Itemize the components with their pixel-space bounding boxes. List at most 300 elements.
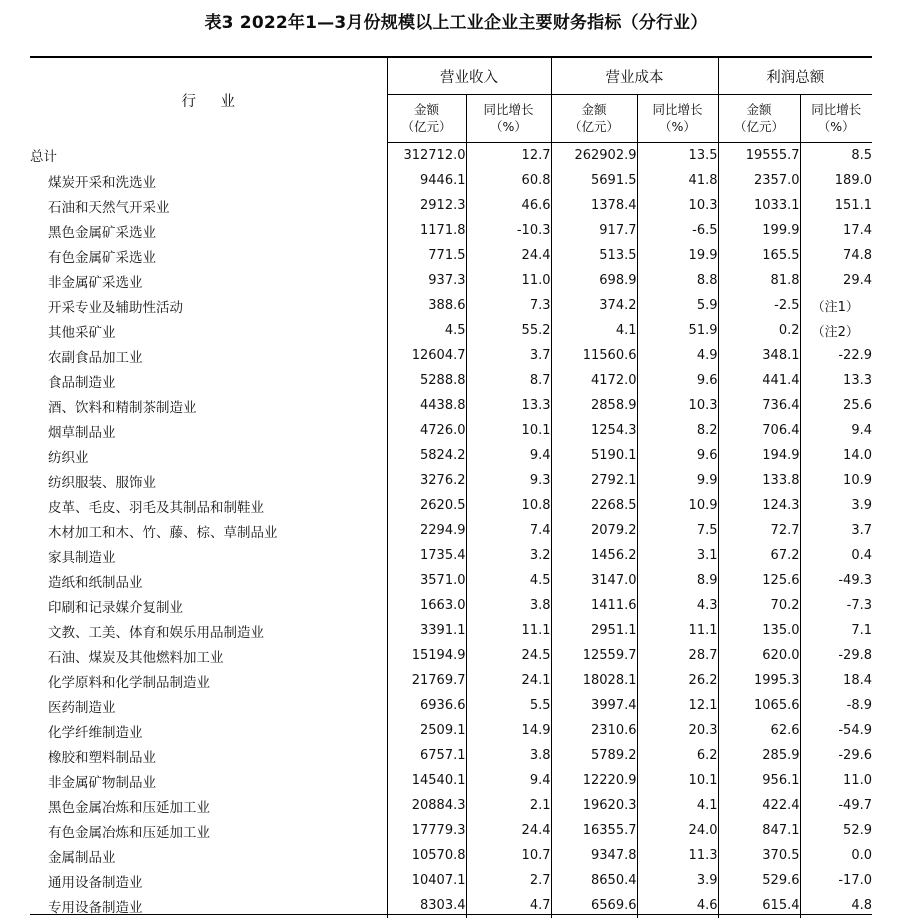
cell-profit-amount: -2.5 (718, 293, 800, 318)
cell-revenue-growth: 11.1 (466, 618, 551, 643)
cell-cost-growth: 7.5 (637, 518, 718, 543)
cell-profit-amount: 125.6 (718, 568, 800, 593)
cell-cost-growth: 3.1 (637, 543, 718, 568)
row-label-industry (30, 318, 387, 343)
cell-cost-amount: 1254.3 (551, 418, 637, 443)
cell-revenue-amount: 4.5 (387, 318, 466, 343)
table-row (30, 343, 872, 368)
cell-cost-amount: 12220.9 (551, 768, 637, 793)
table-row (30, 218, 872, 243)
cell-profit-amount: 72.7 (718, 518, 800, 543)
cell-cost-growth: 8.8 (637, 268, 718, 293)
cell-profit-growth: 18.4 (800, 668, 872, 693)
cell-revenue-amount: 6757.1 (387, 743, 466, 768)
industry-name: 石油和天然气开采业 (30, 196, 170, 216)
subheader-line1: 金额 (414, 102, 439, 117)
row-label-industry (30, 643, 387, 668)
cell-revenue-amount: 1171.8 (387, 218, 466, 243)
row-label-industry (30, 593, 387, 618)
industry-name: 食品制造业 (30, 371, 116, 391)
cell-revenue-amount: 5824.2 (387, 443, 466, 468)
subheader-line2: （亿元） (401, 119, 451, 134)
table-body (30, 143, 872, 918)
cell-profit-growth: 9.4 (800, 418, 872, 443)
cell-profit-amount: 1065.6 (718, 693, 800, 718)
subheader-line1: 同比增长 (483, 102, 533, 117)
cell-revenue-growth: 3.8 (466, 743, 551, 768)
cell-profit-growth: -22.9 (800, 343, 872, 368)
cell-cost-growth: 9.6 (637, 443, 718, 468)
cell-revenue-growth: 7.4 (466, 518, 551, 543)
table-row (30, 293, 872, 318)
table-row (30, 518, 872, 543)
cell-revenue-growth: 24.4 (466, 243, 551, 268)
subheader-line2: （%） (490, 119, 527, 134)
cell-profit-amount: 422.4 (718, 793, 800, 818)
table-row (30, 693, 872, 718)
row-label-industry (30, 143, 387, 169)
cell-cost-growth: 10.1 (637, 768, 718, 793)
cell-cost-growth: 26.2 (637, 668, 718, 693)
row-label-industry (30, 193, 387, 218)
row-label-industry (30, 293, 387, 318)
cell-profit-growth: -49.7 (800, 793, 872, 818)
cell-cost-growth: 51.9 (637, 318, 718, 343)
row-label-industry (30, 693, 387, 718)
row-label-industry (30, 218, 387, 243)
table-row (30, 443, 872, 468)
cell-cost-amount: 19620.3 (551, 793, 637, 818)
cell-cost-amount: 917.7 (551, 218, 637, 243)
cell-revenue-growth: 3.8 (466, 593, 551, 618)
cell-profit-amount: 285.9 (718, 743, 800, 768)
row-label-industry (30, 543, 387, 568)
table-row (30, 818, 872, 843)
table-row (30, 418, 872, 443)
industry-name: 有色金属冶炼和压延加工业 (30, 821, 210, 841)
cell-profit-amount: 620.0 (718, 643, 800, 668)
cell-profit-amount: 956.1 (718, 768, 800, 793)
page-title: 表3 2022年1—3月份规模以上工业企业主要财务指标（分行业） (0, 8, 912, 33)
cell-profit-growth: 10.9 (800, 468, 872, 493)
industry-name: 烟草制品业 (30, 421, 116, 441)
cell-revenue-growth: 24.4 (466, 818, 551, 843)
row-label-industry (30, 718, 387, 743)
table-row (30, 618, 872, 643)
cell-revenue-growth: 9.4 (466, 443, 551, 468)
cell-revenue-amount: 20884.3 (387, 793, 466, 818)
cell-profit-amount: 736.4 (718, 393, 800, 418)
cell-cost-amount: 12559.7 (551, 643, 637, 668)
row-label-industry (30, 368, 387, 393)
cell-cost-growth: 8.2 (637, 418, 718, 443)
column-header-cost-growth (637, 95, 718, 143)
cell-revenue-amount: 312712.0 (387, 143, 466, 169)
cell-revenue-amount: 2620.5 (387, 493, 466, 518)
cell-revenue-growth: 7.3 (466, 293, 551, 318)
cell-profit-growth: -7.3 (800, 593, 872, 618)
industry-name: 印刷和记录媒介复制业 (30, 596, 183, 616)
cell-profit-amount: 847.1 (718, 818, 800, 843)
cell-cost-amount: 1378.4 (551, 193, 637, 218)
cell-profit-growth: 4.8 (800, 893, 872, 918)
table-row (30, 543, 872, 568)
cell-revenue-amount: 6936.6 (387, 693, 466, 718)
cell-profit-amount: 67.2 (718, 543, 800, 568)
cell-revenue-growth: 9.3 (466, 468, 551, 493)
cell-cost-growth: 11.3 (637, 843, 718, 868)
table-row (30, 368, 872, 393)
cell-profit-amount: 124.3 (718, 493, 800, 518)
cell-cost-amount: 2268.5 (551, 493, 637, 518)
cell-cost-growth: 20.3 (637, 718, 718, 743)
cell-revenue-amount: 4726.0 (387, 418, 466, 443)
column-group-profit: 利润总额 (718, 57, 872, 95)
industry-name: 医药制造业 (30, 696, 116, 716)
cell-profit-growth: 11.0 (800, 768, 872, 793)
cell-revenue-growth: 4.5 (466, 568, 551, 593)
cell-cost-amount: 374.2 (551, 293, 637, 318)
row-label-industry (30, 268, 387, 293)
cell-profit-amount: 615.4 (718, 893, 800, 918)
cell-revenue-amount: 21769.7 (387, 668, 466, 693)
industry-name: 造纸和纸制品业 (30, 571, 143, 591)
cell-revenue-amount: 1735.4 (387, 543, 466, 568)
cell-revenue-growth: 2.7 (466, 868, 551, 893)
cell-profit-growth: -8.9 (800, 693, 872, 718)
cell-profit-amount: 19555.7 (718, 143, 800, 169)
cell-cost-growth: 8.9 (637, 568, 718, 593)
cell-cost-growth: -6.5 (637, 218, 718, 243)
industry-name: 金属制品业 (30, 846, 116, 866)
cell-cost-amount: 5789.2 (551, 743, 637, 768)
cell-profit-growth: -54.9 (800, 718, 872, 743)
cell-profit-growth: 3.7 (800, 518, 872, 543)
subheader-line2: （%） (818, 119, 855, 134)
cell-cost-growth: 10.3 (637, 193, 718, 218)
row-label-industry (30, 568, 387, 593)
cell-profit-amount: 370.5 (718, 843, 800, 868)
table-row (30, 468, 872, 493)
industry-name: 文教、工美、体育和娱乐用品制造业 (30, 621, 264, 641)
industry-name: 通用设备制造业 (30, 871, 143, 891)
cell-revenue-amount: 8303.4 (387, 893, 466, 918)
cell-revenue-amount: 2509.1 (387, 718, 466, 743)
cell-cost-growth: 6.2 (637, 743, 718, 768)
cell-revenue-amount: 12604.7 (387, 343, 466, 368)
cell-revenue-growth: 14.9 (466, 718, 551, 743)
row-label-industry (30, 743, 387, 768)
industry-name: 非金属矿采选业 (30, 271, 143, 291)
cell-profit-growth: 151.1 (800, 193, 872, 218)
cell-revenue-amount: 15194.9 (387, 643, 466, 668)
cell-cost-growth: 4.3 (637, 593, 718, 618)
table-row (30, 493, 872, 518)
subheader-line2: （亿元） (569, 119, 619, 134)
cell-revenue-growth: 3.7 (466, 343, 551, 368)
row-label-industry (30, 868, 387, 893)
table-row (30, 743, 872, 768)
cell-profit-growth: -17.0 (800, 868, 872, 893)
cell-profit-amount: 348.1 (718, 343, 800, 368)
cell-cost-amount: 2792.1 (551, 468, 637, 493)
industry-name: 皮革、毛皮、羽毛及其制品和制鞋业 (30, 496, 264, 516)
cell-profit-amount: 0.2 (718, 318, 800, 343)
cell-cost-amount: 5190.1 (551, 443, 637, 468)
cell-revenue-amount: 771.5 (387, 243, 466, 268)
cell-profit-growth: 14.0 (800, 443, 872, 468)
cell-revenue-growth: 46.6 (466, 193, 551, 218)
cell-profit-growth: （注2） (800, 318, 872, 343)
cell-cost-amount: 16355.7 (551, 818, 637, 843)
cell-revenue-amount: 3276.2 (387, 468, 466, 493)
subheader-line2: （%） (659, 119, 696, 134)
subheader-line1: 同比增长 (811, 102, 861, 117)
row-label-industry (30, 618, 387, 643)
row-label-industry (30, 168, 387, 193)
cell-cost-growth: 12.1 (637, 693, 718, 718)
cell-revenue-amount: 1663.0 (387, 593, 466, 618)
cell-cost-growth: 9.9 (637, 468, 718, 493)
cell-revenue-amount: 3391.1 (387, 618, 466, 643)
column-header-profit-growth (800, 95, 872, 143)
row-label-industry (30, 843, 387, 868)
cell-cost-growth: 28.7 (637, 643, 718, 668)
cell-revenue-growth: -10.3 (466, 218, 551, 243)
cell-profit-growth: 74.8 (800, 243, 872, 268)
column-header-revenue-growth (466, 95, 551, 143)
cell-cost-amount: 698.9 (551, 268, 637, 293)
row-label-industry (30, 768, 387, 793)
row-label-industry (30, 818, 387, 843)
cell-revenue-growth: 4.7 (466, 893, 551, 918)
subheader-line2: （亿元） (734, 119, 784, 134)
industry-name: 其他采矿业 (30, 321, 116, 341)
cell-revenue-growth: 13.3 (466, 393, 551, 418)
cell-cost-growth: 10.9 (637, 493, 718, 518)
cell-profit-growth: 0.0 (800, 843, 872, 868)
cell-revenue-amount: 2294.9 (387, 518, 466, 543)
cell-cost-growth: 19.9 (637, 243, 718, 268)
cell-profit-amount: 165.5 (718, 243, 800, 268)
cell-revenue-growth: 5.5 (466, 693, 551, 718)
cell-revenue-growth: 3.2 (466, 543, 551, 568)
industry-name: 化学纤维制造业 (30, 721, 143, 741)
cell-cost-growth: 10.3 (637, 393, 718, 418)
cell-cost-growth: 4.1 (637, 793, 718, 818)
cell-profit-amount: 706.4 (718, 418, 800, 443)
cell-cost-amount: 2858.9 (551, 393, 637, 418)
industry-name: 煤炭开采和洗选业 (30, 171, 156, 191)
row-label-industry (30, 518, 387, 543)
cell-cost-growth: 5.9 (637, 293, 718, 318)
cell-profit-growth: 29.4 (800, 268, 872, 293)
table-row (30, 168, 872, 193)
table-header (30, 57, 872, 143)
cell-profit-amount: 1033.1 (718, 193, 800, 218)
table-row (30, 768, 872, 793)
cell-profit-growth: -29.8 (800, 643, 872, 668)
cell-revenue-amount: 17779.3 (387, 818, 466, 843)
cell-revenue-growth: 9.4 (466, 768, 551, 793)
cell-profit-amount: 529.6 (718, 868, 800, 893)
cell-cost-amount: 11560.6 (551, 343, 637, 368)
industry-name: 石油、煤炭及其他燃料加工业 (30, 646, 224, 666)
cell-revenue-amount: 9446.1 (387, 168, 466, 193)
cell-profit-growth: 17.4 (800, 218, 872, 243)
row-label-industry (30, 443, 387, 468)
cell-cost-amount: 3997.4 (551, 693, 637, 718)
row-label-industry (30, 243, 387, 268)
financial-indicators-table-wrapper (30, 56, 872, 918)
cell-cost-growth: 41.8 (637, 168, 718, 193)
cell-profit-growth: 3.9 (800, 493, 872, 518)
cell-revenue-amount: 10570.8 (387, 843, 466, 868)
cell-cost-growth: 3.9 (637, 868, 718, 893)
cell-revenue-growth: 24.1 (466, 668, 551, 693)
industry-name: 橡胶和塑料制品业 (30, 746, 156, 766)
cell-profit-amount: 194.9 (718, 443, 800, 468)
cell-cost-amount: 1456.2 (551, 543, 637, 568)
cell-revenue-growth: 10.7 (466, 843, 551, 868)
cell-profit-growth: 52.9 (800, 818, 872, 843)
row-label-industry (30, 493, 387, 518)
industry-name: 酒、饮料和精制茶制造业 (30, 396, 197, 416)
cell-revenue-growth: 8.7 (466, 368, 551, 393)
cell-profit-growth: 7.1 (800, 618, 872, 643)
industry-name: 非金属矿物制品业 (30, 771, 156, 791)
column-header-revenue-amount (387, 95, 466, 143)
industry-name: 有色金属矿采选业 (30, 246, 156, 266)
cell-revenue-growth: 60.8 (466, 168, 551, 193)
cell-profit-growth: -29.6 (800, 743, 872, 768)
industry-name: 黑色金属冶炼和压延加工业 (30, 796, 210, 816)
cell-cost-amount: 4.1 (551, 318, 637, 343)
row-label-industry (30, 668, 387, 693)
cell-cost-growth: 11.1 (637, 618, 718, 643)
cell-profit-amount: 62.6 (718, 718, 800, 743)
cell-revenue-amount: 388.6 (387, 293, 466, 318)
industry-name: 专用设备制造业 (30, 896, 143, 916)
cell-profit-amount: 199.9 (718, 218, 800, 243)
industry-name: 黑色金属矿采选业 (30, 221, 156, 241)
cell-profit-growth: 13.3 (800, 368, 872, 393)
column-group-cost: 营业成本 (551, 57, 718, 95)
table-row (30, 643, 872, 668)
cell-cost-amount: 4172.0 (551, 368, 637, 393)
table-row (30, 668, 872, 693)
table-row (30, 793, 872, 818)
cell-cost-amount: 513.5 (551, 243, 637, 268)
cell-revenue-amount: 2912.3 (387, 193, 466, 218)
cell-revenue-growth: 2.1 (466, 793, 551, 818)
cell-cost-amount: 9347.8 (551, 843, 637, 868)
industry-name: 家具制造业 (30, 546, 116, 566)
cell-cost-amount: 2951.1 (551, 618, 637, 643)
cell-profit-growth: （注1） (800, 293, 872, 318)
column-header-profit-amount (718, 95, 800, 143)
cell-profit-amount: 81.8 (718, 268, 800, 293)
cell-cost-amount: 3147.0 (551, 568, 637, 593)
cell-cost-amount: 2079.2 (551, 518, 637, 543)
column-header-cost-amount (551, 95, 637, 143)
cell-cost-amount: 2310.6 (551, 718, 637, 743)
cell-revenue-growth: 11.0 (466, 268, 551, 293)
header-group-row (30, 57, 872, 95)
cell-revenue-amount: 3571.0 (387, 568, 466, 593)
industry-name: 纺织服装、服饰业 (30, 471, 156, 491)
table-bottom-rule (30, 914, 872, 915)
table-row (30, 868, 872, 893)
cell-cost-amount: 5691.5 (551, 168, 637, 193)
industry-name: 农副食品加工业 (30, 346, 143, 366)
cell-revenue-amount: 4438.8 (387, 393, 466, 418)
row-label-industry (30, 393, 387, 418)
row-label-industry (30, 343, 387, 368)
table-row (30, 268, 872, 293)
cell-revenue-amount: 5288.8 (387, 368, 466, 393)
cell-cost-growth: 9.6 (637, 368, 718, 393)
cell-cost-amount: 262902.9 (551, 143, 637, 169)
cell-cost-growth: 13.5 (637, 143, 718, 169)
cell-profit-amount: 135.0 (718, 618, 800, 643)
subheader-line1: 金额 (581, 102, 606, 117)
industry-name: 总计 (30, 149, 57, 165)
cell-revenue-growth: 10.8 (466, 493, 551, 518)
table-row (30, 318, 872, 343)
cell-profit-growth: 0.4 (800, 543, 872, 568)
industry-name: 化学原料和化学制品制造业 (30, 671, 210, 691)
table-row (30, 593, 872, 618)
table-row (30, 718, 872, 743)
cell-cost-amount: 1411.6 (551, 593, 637, 618)
cell-revenue-growth: 55.2 (466, 318, 551, 343)
column-group-revenue: 营业收入 (387, 57, 551, 95)
cell-cost-amount: 6569.6 (551, 893, 637, 918)
financial-indicators-table (30, 56, 872, 918)
table-row (30, 243, 872, 268)
cell-profit-growth: 8.5 (800, 143, 872, 169)
cell-cost-growth: 4.6 (637, 893, 718, 918)
subheader-line1: 同比增长 (652, 102, 702, 117)
cell-profit-amount: 70.2 (718, 593, 800, 618)
cell-revenue-growth: 10.1 (466, 418, 551, 443)
cell-revenue-amount: 14540.1 (387, 768, 466, 793)
cell-cost-amount: 8650.4 (551, 868, 637, 893)
industry-name: 木材加工和木、竹、藤、棕、草制品业 (30, 521, 278, 541)
cell-profit-amount: 2357.0 (718, 168, 800, 193)
industry-name: 纺织业 (30, 446, 89, 466)
cell-profit-amount: 1995.3 (718, 668, 800, 693)
cell-profit-growth: 189.0 (800, 168, 872, 193)
cell-revenue-growth: 12.7 (466, 143, 551, 169)
row-label-industry (30, 418, 387, 443)
row-label-industry (30, 468, 387, 493)
column-header-industry: 行 业 (30, 57, 387, 143)
cell-profit-growth: 25.6 (800, 393, 872, 418)
subheader-line1: 金额 (746, 102, 771, 117)
cell-revenue-amount: 937.3 (387, 268, 466, 293)
table-row (30, 143, 872, 169)
cell-cost-amount: 18028.1 (551, 668, 637, 693)
cell-profit-amount: 133.8 (718, 468, 800, 493)
industry-name: 开采专业及辅助性活动 (30, 296, 183, 316)
cell-revenue-amount: 10407.1 (387, 868, 466, 893)
table-row (30, 843, 872, 868)
cell-cost-growth: 4.9 (637, 343, 718, 368)
cell-profit-growth: -49.3 (800, 568, 872, 593)
cell-profit-amount: 441.4 (718, 368, 800, 393)
